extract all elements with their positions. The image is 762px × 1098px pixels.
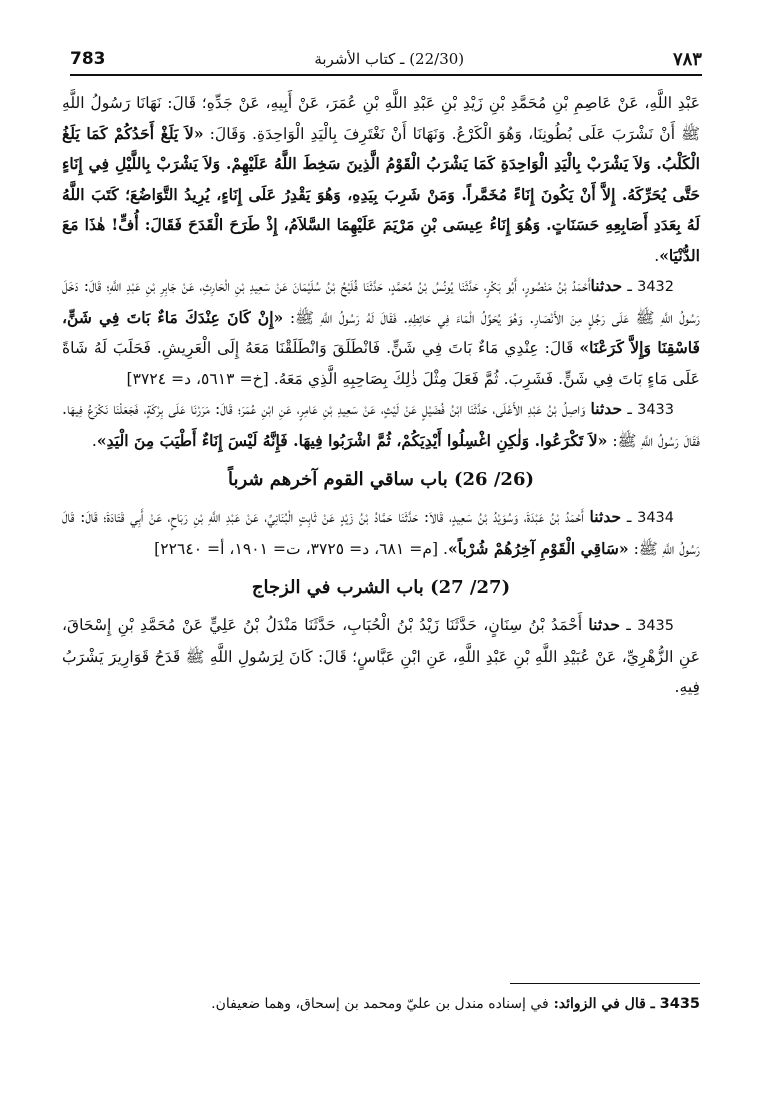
hadith-number: 3435 (637, 618, 675, 634)
hadith-text: . (654, 246, 660, 265)
emphasized-text: «سَاقِي الْقَوْمِ آخِرُهُمْ شُرْباً» (447, 538, 629, 558)
hadith-text: عَبْدِ اللَّهِ، عَنْ عَاصِمِ بْنِ مُحَمَّدِ بْنِ زَيْدِ بْنِ عَبْدِ اللَّهِ بْنِ عُمَرَ، عَنْ أَبِيهِ، عَنْ جَدِّهِ؛ قَالَ: نَهَانَا رَسُولُ اللَّهِ ﷺ أَنْ نَشْرَبَ عَلَى بُطُونِنَا، وَهُوَ الْكَرْعُ. وَنَهَانَا أَنْ نَغْتَرِفَ بِالْيَدِ الْوَاحِدَةِ. وَقَالَ: (62, 94, 701, 143)
hadith-text: . (91, 431, 97, 450)
hadith-paragraph (62, 502, 700, 564)
hadith-text: ـ (622, 400, 638, 418)
hadith-text: قَالَ: عِنْدِي مَاءٌ بَاتَ فِي شَنٍّ. فَانْطَلَقَ وَانْطَلَقْنَا مَعَهُ إِلَى الْعَرِيشِ. فَحَلَبَ لَهُ شَاةً عَلَى مَاءٍ بَاتَ فِي شَنٍّ. فَشَرِبَ. ثُمَّ فَعَلَ مِثْلَ ذٰلِكَ بِصَاحِبِهِ الَّذِي مَعَهُ. [خ= ٥٦١٣، د= ٣٧٢٤] (62, 339, 700, 388)
footnote-text: في إسناده مندل بن عليّ ومحمد بن إسحاق، وهما ضعيفان. (211, 996, 549, 1012)
hadith-text: أَحْمَدُ بْنُ سِنَانٍ، حَدَّثَنَا زَيْدُ بْنُ الْحُبَابِ، حَدَّثَنَا مَنْدَلُ بْنُ عَلِيٍّ عَنْ مُحَمَّدِ بْنِ إِسْحَاقَ، عَنِ الزُّهْرِيِّ، عَنْ عُبَيْدِ اللَّهِ بْنِ عَبْدِ اللَّهِ، عَنِ ابْنِ عَبَّاسٍ؛ قَالَ: كَانَ لِرَسُولِ اللَّهِ ﷺ قَدَحُ قَوَارِيرَ يَشْرَبُ فِيهِ. (62, 616, 700, 696)
chapter-heading: (27/ 27) باب الشرب في الزجاج (251, 577, 511, 598)
hadith-paragraph (62, 610, 700, 703)
hadith-number: 3433 (637, 402, 675, 418)
emphasized-text: «إِنْ كَانَ عِنْدَكَ مَاءٌ بَاتَ فِي شَنٍّ، فَاسْقِنَا وَإِلاَّ كَرَعْنَا» (62, 307, 701, 357)
page-body (62, 88, 700, 703)
hadith-paragraph (62, 271, 700, 394)
emphasized-text: «لاَ يَلَغْ أَحَدُكُمْ كَمَا يَلَغُ الْكَلْبُ. وَلاَ يَشْرَبْ بِالْيَدِ الْوَاحِدَةِ كَمَا يَشْرَبُ الْقَوْمُ الَّذِينَ سَخِطَ اللَّهُ عَلَيْهِمْ. وَلاَ يَشْرَبْ بِاللَّيْلِ فِي إِنَاءٍ حَتَّى يُحَرِّكَهُ. إِلاَّ أَنْ يَكُونَ إِنَاءً مُخَمَّراً. وَمَنْ شَرِبَ بِيَدِهِ، وَهُوَ يَقْدِرُ عَلَى إِنَاءٍ، يُرِيدُ التَّوَاضُعَ؛ كَتَبَ اللَّهُ لَهُ بِعَدَدِ أَصَابِعِهِ حَسَنَاتٍ. وَهُوَ إِنَاءُ عِيسَى بْنِ مَرْيَمَ عَلَيْهِمَا السَّلاَمُ، إِذْ طَرَحَ الْقَدَحَ فَقَالَ: أُفٍّ! هٰذَا مَعَ الدُّنْيَا» (62, 123, 700, 265)
hadith-number: 3432 (637, 279, 674, 295)
hadith-section-1 (62, 88, 700, 456)
footnote-divider (510, 983, 700, 984)
running-title (314, 50, 464, 68)
chapter-heading: (26/ 26) باب ساقي القوم آخرهم شرباً (227, 469, 535, 490)
footnote-number: 3435 (659, 996, 700, 1012)
emphasized-text: حدثنا (590, 276, 623, 295)
emphasized-text: حدثنا (590, 399, 623, 418)
emphasized-text: حدثنا (588, 615, 621, 634)
hadith-paragraph (62, 88, 700, 271)
page-number-arabic: ٧٨٣ (672, 48, 702, 70)
chapter-reference: (22/30) (409, 50, 465, 68)
hadith-text: ـ (620, 616, 638, 634)
hadith-text: . [م= ٦٨١، د= ٣٧٢٥، ت= ١٩٠١، أ= ٢٢٦٤٠] (154, 539, 448, 558)
book-title: ـ كتاب الأشربة (314, 50, 405, 68)
hadith-text: أَحْمَدُ بْنُ مَنْصُورٍ، أَبُو بَكْرٍ، حَدَّثَنَا يُونُسُ بْنُ مُحَمَّدٍ، حَدَّثَنَا فُلَيْحُ بْنُ سُلَيْمَانَ عَنْ سَعِيدِ بْنِ الْحَارِثِ، عَنْ جَابِرِ بْنِ عَبْدِ اللَّهِ؛ قَالَ: دَخَلَ رَسُولُ اللَّهِ ﷺ عَلَى رَجُلٍ مِنَ الأَنْصَارِ. وَهُوَ يُحَوِّلُ الْمَاءَ فِي حَائِطِهِ. فَقَالَ لَهُ رَسُولُ اللَّهِ ﷺ: (62, 277, 700, 327)
hadith-section-2 (62, 502, 700, 564)
hadith-text: وَاصِلُ بْنُ عَبْدِ الأَعْلَى، حَدَّثَنَا ابْنُ فُضَيْلٍ عَنْ لَيْثٍ، عَنْ سَعِيدِ بْنِ عَامِرٍ، عَنِ ابْنِ عُمَرَ؛ قَالَ: مَرَرْنَا عَلَى بِرْكَةٍ، فَجَعَلْنَا نَكْرَعُ فِيهَا. فَقَالَ رَسُولُ اللَّهِ ﷺ: (62, 400, 700, 450)
hadith-section-3 (62, 610, 700, 703)
page-header (70, 44, 702, 76)
hadith-text: ـ (622, 277, 638, 295)
hadith-paragraph (62, 394, 700, 456)
footnote (70, 992, 700, 1016)
emphasized-text: «لاَ تَكْرَعُوا. وَلٰكِنِ اغْسِلُوا أَيْدِيَكُمْ، ثُمَّ اشْرَبُوا فِيهَا. فَإِنَّهُ لَيْسَ إِنَاءٌ أَطْيَبَ مِنَ الْيَدِ» (96, 430, 608, 450)
page-number-latin: 783 (70, 49, 106, 69)
hadith-number: 3434 (637, 510, 674, 526)
emphasized-text: حدثنا (589, 507, 622, 526)
hadith-text: أَحْمَدُ بْنُ عَبْدَةَ، وَسُوَيْدُ بْنُ سَعِيدٍ، قَالاَ: حَدَّثَنَا حَمَّادُ بْنُ زَيْدٍ عَنْ ثَابِتٍ الْبُنَانِيِّ، عَنْ عَبْدِ اللَّهِ بْنِ رَبَاحٍ، عَنْ أَبِي قَتَادَةَ؛ قَالَ: قَالَ رَسُولُ اللَّهِ ﷺ: (62, 508, 700, 558)
footnote-label: ـ قال في الزوائد: (548, 996, 660, 1012)
hadith-text: ـ (621, 508, 638, 526)
